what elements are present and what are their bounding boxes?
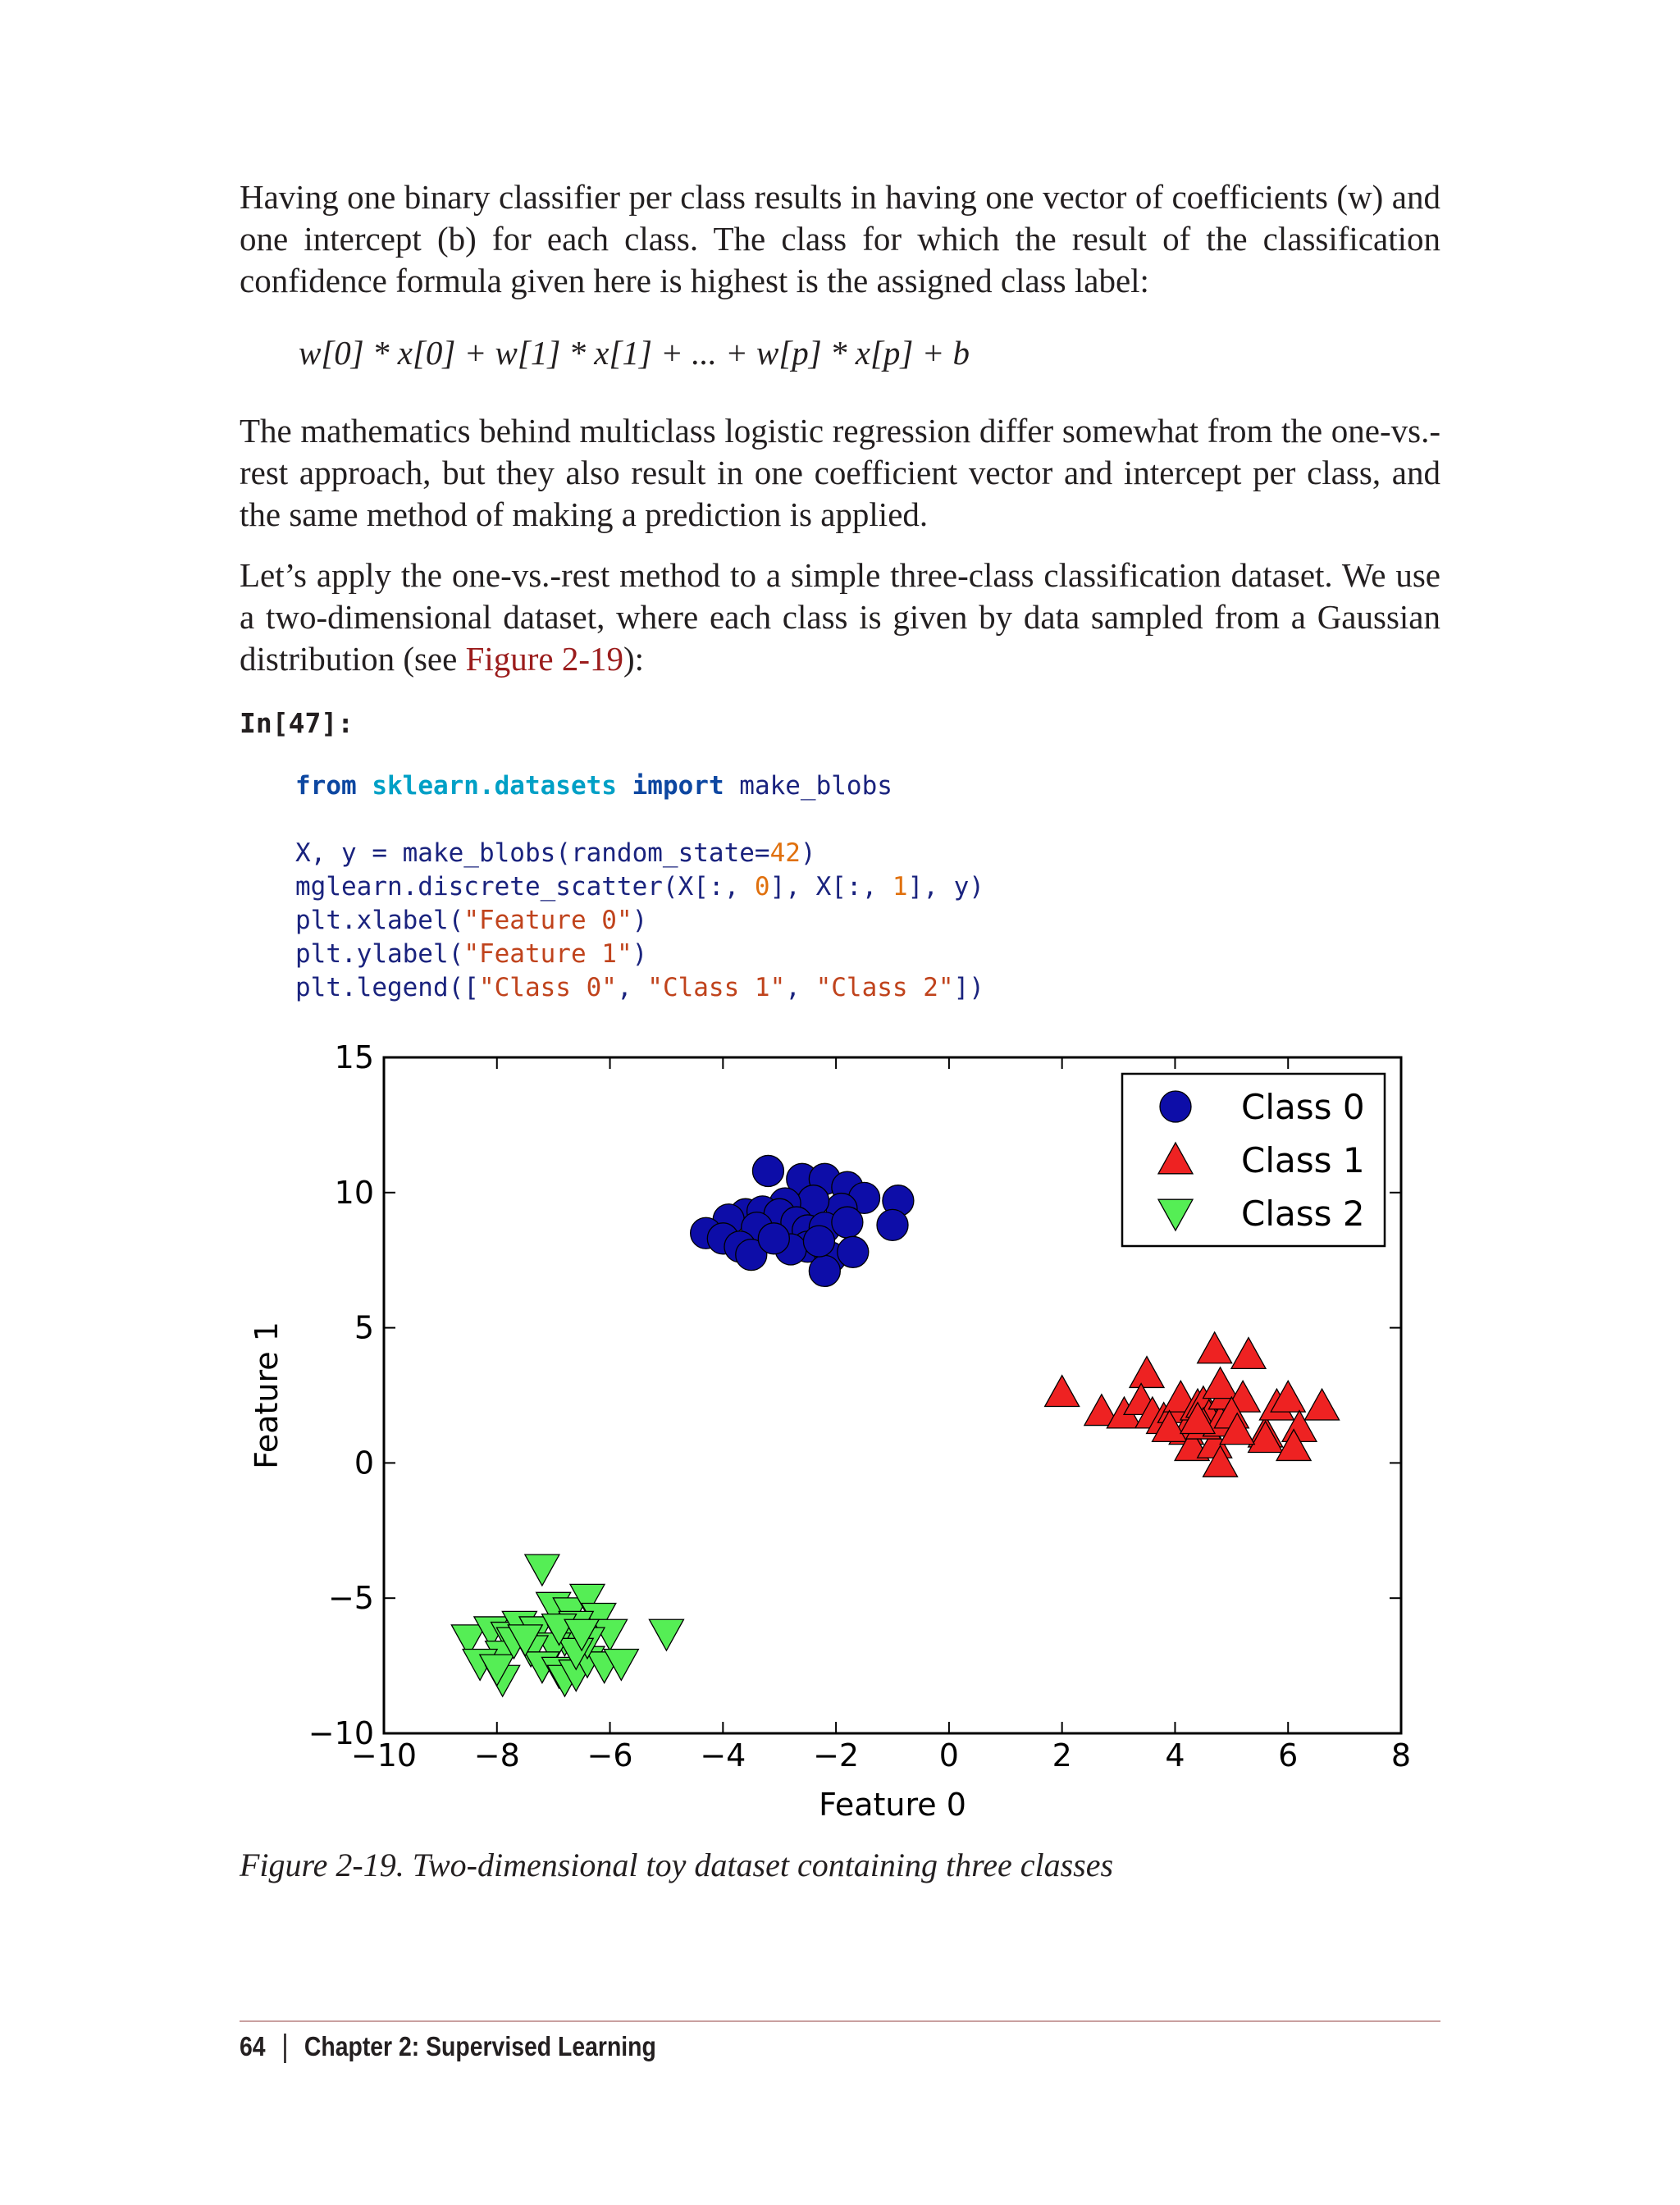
class-1-point (1231, 1338, 1266, 1369)
page-footer (240, 2031, 656, 2063)
class-0-point (758, 1223, 789, 1254)
paragraph-3-end: ): (623, 640, 645, 678)
class-1-point (1305, 1389, 1340, 1420)
code-prompt: In[47]: (240, 707, 354, 739)
y-tick-label: −5 (327, 1580, 374, 1617)
class-0-point (809, 1255, 840, 1286)
code-block (295, 769, 984, 1005)
y-axis-label: Feature 1 (249, 1322, 285, 1469)
paragraph-3-text: Let’s apply the one-vs.-rest method to a simple three-class classification dataset. We use a two-dimensional dataset, where each class is given by data sampled from a Gaussian distribution (see (240, 556, 1440, 678)
x-tick-label: −10 (350, 1737, 418, 1774)
code-number: 42 (769, 838, 801, 868)
code-keyword-import: import (632, 771, 724, 801)
code-line-5-end: ) (632, 939, 648, 969)
x-tick-label: 0 (938, 1737, 959, 1774)
class-2-point (525, 1554, 559, 1586)
paragraph-3 (240, 555, 1440, 680)
class-1-point (1198, 1332, 1232, 1363)
code-line-4: plt.xlabel( (295, 906, 464, 935)
class-1-point (1203, 1367, 1238, 1399)
code-line-5: plt.ylabel( (295, 939, 464, 969)
code-line-3-end: ], y) (907, 872, 984, 902)
code-number: 0 (754, 872, 770, 902)
code-string: "Class 1" (647, 973, 786, 1002)
code-line-3: mglearn.discrete_scatter(X[:, (295, 872, 755, 902)
y-tick-label: 5 (354, 1309, 374, 1346)
class-0-point (803, 1226, 834, 1257)
code-string: "Feature 0" (463, 906, 632, 935)
code-number: 1 (892, 872, 908, 902)
figure-reference-link[interactable]: Figure 2-19 (465, 640, 624, 678)
code-import-name: make_blobs (739, 771, 892, 801)
x-axis-label: Feature 0 (819, 1787, 966, 1823)
code-line-2: X, y = make_blobs(random_state= (295, 838, 770, 868)
code-line-2-end: ) (800, 838, 816, 868)
scatter-chart (238, 1021, 1444, 1833)
class-0-point (838, 1236, 869, 1267)
class-1-point (1045, 1376, 1080, 1407)
x-tick-label: 2 (1052, 1737, 1072, 1774)
code-line-4-end: ) (632, 906, 648, 935)
paragraph-1: Having one binary classifier per class results in having one vector of coefficients (w) and one intercept (b) for each class. The class for which the result of the classification confidence formula given here is highest is the assigned class label: (240, 178, 1440, 299)
y-tick-label: 15 (334, 1039, 374, 1075)
x-tick-label: −6 (587, 1737, 633, 1774)
code-comma: , (616, 973, 648, 1002)
x-tick-label: 4 (1165, 1737, 1185, 1774)
paragraph-2: The mathematics behind multiclass logistic regression differ somewhat from the one-vs.-rest approach, but they also result in one coefficient vector and intercept per class, and the same method of making a prediction is applied. (240, 412, 1440, 533)
y-tick-label: 10 (334, 1174, 374, 1211)
code-line-6-end: ]) (953, 973, 984, 1002)
x-tick-label: −8 (473, 1737, 520, 1774)
legend-label-1: Class 1 (1241, 1140, 1365, 1180)
footer-rule (240, 2020, 1440, 2022)
footer-separator (284, 2034, 286, 2063)
class-0-point (877, 1209, 908, 1240)
chapter-title: Chapter 2: Supervised Learning (304, 2031, 656, 2061)
code-comma: , (785, 973, 816, 1002)
class-2-point (649, 1619, 683, 1650)
y-tick-label: −10 (308, 1715, 374, 1751)
x-tick-label: 6 (1278, 1737, 1299, 1774)
page-number: 64 (240, 2031, 266, 2061)
code-string: "Class 0" (478, 973, 617, 1002)
confidence-formula: w[0] * x[0] + w[1] * x[1] + ... + w[p] * x[p] + b (299, 334, 970, 372)
code-line-3-mid: ], X[:, (769, 872, 892, 902)
legend-marker-0 (1160, 1091, 1191, 1122)
code-module: sklearn.datasets (372, 771, 617, 801)
x-tick-label: 8 (1390, 1737, 1412, 1774)
y-tick-label: 0 (354, 1445, 374, 1481)
legend-label-0: Class 0 (1241, 1087, 1365, 1127)
x-tick-label: −4 (700, 1737, 746, 1774)
code-string: "Class 2" (815, 973, 954, 1002)
code-string: "Feature 1" (463, 939, 632, 969)
code-keyword-from: from (295, 771, 357, 801)
legend-label-2: Class 2 (1241, 1194, 1365, 1234)
figure-caption: Figure 2-19. Two-dimensional toy dataset containing three classes (240, 1847, 1114, 1883)
class-0-point (832, 1207, 863, 1238)
x-tick-label: −2 (813, 1737, 860, 1774)
class-0-point (752, 1155, 783, 1186)
code-line-6: plt.legend([ (295, 973, 479, 1002)
class-1-point (1130, 1357, 1164, 1388)
